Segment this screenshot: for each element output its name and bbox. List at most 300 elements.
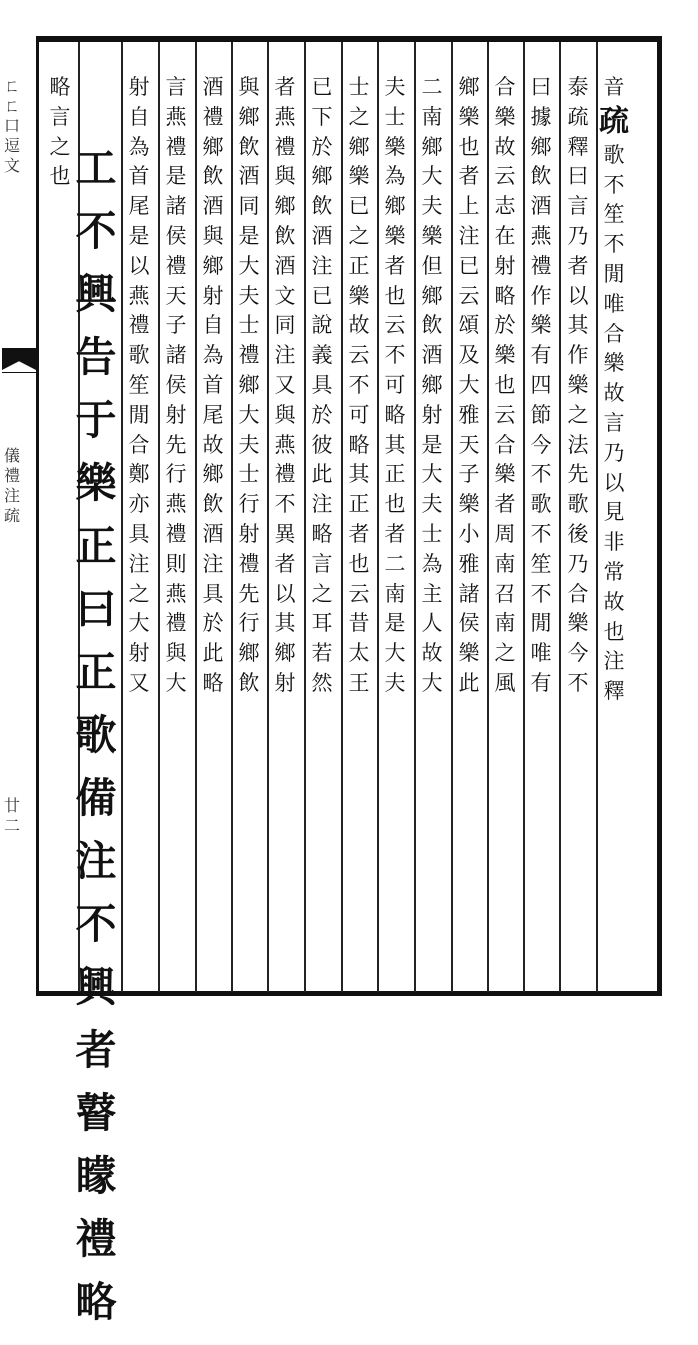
column-rule: [341, 42, 343, 992]
character: 者: [494, 492, 516, 517]
character: 射: [274, 670, 296, 695]
character: 正: [384, 462, 406, 487]
character: 射: [165, 402, 187, 427]
main-text-column: [73, 144, 119, 1345]
character: 不: [384, 343, 406, 368]
character: 略: [49, 75, 71, 99]
character: 以: [128, 253, 150, 278]
character: 燕: [274, 432, 296, 457]
character: 行: [238, 611, 260, 636]
character: 禮: [165, 521, 187, 546]
character: 不: [603, 172, 625, 197]
character: 夫: [421, 194, 443, 219]
character: 二: [384, 551, 406, 576]
character: 南: [494, 611, 516, 636]
character: 言: [165, 75, 187, 99]
commentary-column: [526, 77, 556, 703]
character: 此: [458, 670, 480, 695]
commentary-column: [198, 77, 228, 703]
character: 飲: [530, 164, 552, 189]
character: 此: [311, 462, 333, 487]
character: 小: [458, 521, 480, 546]
character: 故: [603, 381, 625, 406]
character: 故: [494, 134, 516, 159]
character: 也: [348, 551, 370, 576]
character: 樂: [75, 459, 117, 507]
character: 故: [421, 641, 443, 666]
character: 是: [238, 223, 260, 248]
character: 召: [494, 581, 516, 606]
character: 鄉: [202, 462, 224, 487]
character: 燕: [165, 104, 187, 129]
character: 夫: [384, 670, 406, 695]
character: 及: [458, 343, 480, 368]
character: 酒: [311, 223, 333, 248]
character: 具: [128, 521, 150, 546]
character: 禮: [274, 462, 296, 487]
character: 樂: [421, 223, 443, 248]
character: 行: [238, 492, 260, 517]
character: 鄉: [384, 194, 406, 219]
character: 南: [421, 104, 443, 129]
character: 酒: [530, 194, 552, 219]
character: 士: [238, 462, 260, 487]
character: 鄉: [274, 194, 296, 219]
character: 者: [274, 75, 296, 99]
margin-character: 儀: [4, 446, 21, 465]
character: 射: [494, 253, 516, 278]
character: 射: [202, 283, 224, 308]
character: 其: [384, 432, 406, 457]
character: 雅: [458, 551, 480, 576]
character: 略: [494, 283, 516, 308]
character: 笙: [603, 202, 625, 227]
character: 昔: [348, 611, 370, 636]
character: 鄉: [238, 641, 260, 666]
character: 射: [128, 641, 150, 666]
character: 於: [311, 134, 333, 159]
character: 雅: [458, 402, 480, 427]
character: 節: [530, 402, 552, 427]
character: 鄉: [421, 372, 443, 397]
column-rule: [451, 42, 453, 992]
character: 具: [202, 581, 224, 606]
character: 尾: [128, 194, 150, 219]
character: 人: [421, 611, 443, 636]
character: 見: [603, 500, 625, 525]
character: 燕: [128, 283, 150, 308]
character: 諸: [165, 194, 187, 219]
character: 首: [202, 372, 224, 397]
column-rule: [487, 42, 489, 992]
character: 已: [311, 283, 333, 308]
character: 乃: [567, 223, 589, 248]
character: 先: [165, 432, 187, 457]
character: 言: [567, 194, 589, 219]
character: 據: [530, 104, 552, 129]
character: 音: [603, 75, 625, 99]
character: 以: [603, 470, 625, 495]
character: 禮: [238, 551, 260, 576]
character: 義: [311, 343, 333, 368]
character: 故: [348, 313, 370, 338]
character: 大: [458, 372, 480, 397]
character: 先: [567, 462, 589, 487]
character: 興: [75, 270, 117, 318]
character: 曰: [75, 585, 117, 633]
character: 鄉: [238, 104, 260, 129]
page-margin: [0, 36, 36, 996]
character: 之: [348, 223, 370, 248]
character: 今: [530, 432, 552, 457]
character: 不: [530, 521, 552, 546]
character: 後: [567, 521, 589, 546]
character: 士: [384, 104, 406, 129]
character: 天: [458, 432, 480, 457]
commentary-column: [45, 77, 75, 196]
column-rule: [231, 42, 233, 992]
character: 已: [348, 194, 370, 219]
character: 樂: [567, 372, 589, 397]
character: 鄉: [458, 75, 480, 99]
character: 略: [75, 1278, 117, 1326]
character: 南: [384, 581, 406, 606]
character: 樂: [458, 641, 480, 666]
character: 志: [494, 194, 516, 219]
character: 下: [311, 104, 333, 129]
character: 酒: [202, 521, 224, 546]
character: 注: [274, 343, 296, 368]
character: 已: [458, 253, 480, 278]
character: 夫: [238, 283, 260, 308]
character: 以: [274, 581, 296, 606]
character: 自: [128, 104, 150, 129]
character: 其: [274, 611, 296, 636]
character: 不: [75, 207, 117, 255]
character: 注: [311, 253, 333, 278]
character: 禮: [165, 253, 187, 278]
column-rule: [158, 42, 160, 992]
commentary-column: [599, 77, 629, 711]
character: 燕: [165, 492, 187, 517]
character: 歌: [567, 492, 589, 517]
character: 夫: [421, 492, 443, 517]
character: 子: [458, 462, 480, 487]
character: 禮: [128, 313, 150, 338]
character: 合: [567, 581, 589, 606]
character: 具: [311, 372, 333, 397]
character: 與: [165, 641, 187, 666]
character: 飲: [238, 670, 260, 695]
character: 鄉: [311, 164, 333, 189]
character: 大: [165, 670, 187, 695]
character: 大: [128, 611, 150, 636]
commentary-column: [161, 77, 191, 703]
character: 合: [603, 321, 625, 346]
character: 文: [274, 283, 296, 308]
column-rule: [377, 42, 379, 992]
character: 射: [238, 521, 260, 546]
column-rule: [304, 42, 306, 992]
character: 太: [348, 641, 370, 666]
commentary-column: [270, 77, 300, 703]
character: 樂: [603, 351, 625, 376]
character: 以: [567, 283, 589, 308]
character: 之: [49, 134, 71, 159]
margin-character: 文: [4, 156, 21, 175]
character: 於: [311, 402, 333, 427]
character: 興: [75, 963, 117, 1011]
character: 言: [311, 551, 333, 576]
character: 唯: [530, 641, 552, 666]
character: 燕: [165, 581, 187, 606]
character: 酒: [202, 75, 224, 99]
character: 之: [128, 581, 150, 606]
character: 禮: [165, 134, 187, 159]
character: 略: [311, 521, 333, 546]
character: 禮: [238, 343, 260, 368]
character: 其: [348, 462, 370, 487]
character: 不: [567, 670, 589, 695]
character: 歌: [530, 492, 552, 517]
character: 故: [202, 432, 224, 457]
character: 曰: [567, 164, 589, 189]
character: 禮: [274, 134, 296, 159]
character: 有: [530, 670, 552, 695]
character: 周: [494, 521, 516, 546]
character: 是: [384, 611, 406, 636]
character: 大: [421, 164, 443, 189]
character: 與: [202, 223, 224, 248]
character: 先: [238, 581, 260, 606]
character: 略: [202, 670, 224, 695]
character: 說: [311, 313, 333, 338]
character: 大: [421, 670, 443, 695]
character: 於: [202, 611, 224, 636]
character: 侯: [165, 372, 187, 397]
page-number: [4, 796, 20, 836]
character: 正: [348, 492, 370, 517]
character: 鄉: [421, 283, 443, 308]
character: 侯: [165, 223, 187, 248]
character: 諸: [165, 343, 187, 368]
character: 釋: [567, 134, 589, 159]
character: 合: [494, 75, 516, 99]
character: 是: [128, 223, 150, 248]
character: 言: [603, 410, 625, 435]
character: 飲: [311, 194, 333, 219]
character: 云: [348, 581, 370, 606]
character: 此: [202, 641, 224, 666]
character: 法: [567, 432, 589, 457]
character: 歌: [75, 711, 117, 759]
character: 樂: [458, 492, 480, 517]
character: 然: [311, 670, 333, 695]
character: 云: [458, 283, 480, 308]
character: 之: [494, 641, 516, 666]
character: 乃: [603, 440, 625, 465]
fishtail-rule: [2, 372, 36, 381]
character: 合: [494, 432, 516, 457]
character: 酒: [421, 343, 443, 368]
character: 已: [311, 75, 333, 99]
margin-character: 疏: [4, 506, 21, 525]
commentary-column: [454, 77, 484, 703]
character: 樂: [348, 164, 370, 189]
character: 曰: [530, 75, 552, 99]
character: 笙: [128, 372, 150, 397]
character: 異: [274, 521, 296, 546]
character: 同: [238, 194, 260, 219]
character: 樂: [494, 104, 516, 129]
character: 歌: [128, 343, 150, 368]
character: 鄉: [421, 134, 443, 159]
character: 者: [384, 253, 406, 278]
character: 正: [75, 648, 117, 696]
character: 笙: [530, 551, 552, 576]
character: 矇: [75, 1152, 117, 1200]
character: 瞽: [75, 1089, 117, 1137]
margin-character: 禮: [4, 466, 21, 485]
character: 云: [348, 343, 370, 368]
character: 二: [421, 75, 443, 99]
margin-character: 二: [4, 816, 21, 835]
character: 是: [421, 432, 443, 457]
character: 者: [567, 253, 589, 278]
character: 不: [348, 372, 370, 397]
character: 大: [238, 402, 260, 427]
character: 彼: [311, 432, 333, 457]
character: 之: [348, 104, 370, 129]
character: 若: [311, 641, 333, 666]
character: 天: [165, 283, 187, 308]
character: 樂: [530, 313, 552, 338]
margin-character: 口: [4, 116, 21, 135]
character: 南: [494, 551, 516, 576]
character: 不: [75, 900, 117, 948]
character: 士: [238, 313, 260, 338]
commentary-column: [490, 77, 520, 703]
character: 也: [603, 619, 625, 644]
margin-character: 廿: [4, 796, 21, 815]
character: 者: [384, 521, 406, 546]
character: 正: [348, 253, 370, 278]
character: 四: [530, 372, 552, 397]
character: 禮: [202, 104, 224, 129]
book-title: [4, 446, 20, 526]
character: 禮: [530, 253, 552, 278]
character: 侯: [458, 611, 480, 636]
character: 鄉: [530, 134, 552, 159]
margin-character: ㄈ: [4, 96, 21, 115]
commentary-column: [380, 77, 410, 703]
character: 閒: [530, 611, 552, 636]
character: 注: [603, 649, 625, 674]
character: 不: [530, 581, 552, 606]
character: 作: [567, 343, 589, 368]
character: 射: [421, 402, 443, 427]
character: 故: [603, 589, 625, 614]
character: 王: [348, 670, 370, 695]
character: 為: [421, 551, 443, 576]
character: 鄉: [348, 134, 370, 159]
character: 尾: [202, 402, 224, 427]
character: 作: [530, 283, 552, 308]
character: 鄉: [202, 253, 224, 278]
character: 燕: [274, 104, 296, 129]
character: 首: [128, 164, 150, 189]
character: 同: [274, 313, 296, 338]
character: 耳: [311, 611, 333, 636]
character: 禮: [75, 1215, 117, 1263]
character: 風: [494, 670, 516, 695]
fishtail-mark-icon: [2, 348, 36, 370]
character: 注: [75, 837, 117, 885]
character: 者: [274, 551, 296, 576]
character: 閒: [603, 261, 625, 286]
character: 鄉: [274, 641, 296, 666]
character: 不: [603, 232, 625, 257]
character: 正: [75, 522, 117, 570]
character: 但: [421, 253, 443, 278]
character: 又: [128, 670, 150, 695]
character: 自: [202, 313, 224, 338]
character: 疏: [599, 103, 629, 139]
character: 之: [311, 581, 333, 606]
column-rule: [121, 42, 123, 992]
character: 士: [348, 75, 370, 99]
character: 樂: [567, 611, 589, 636]
character: 與: [238, 75, 260, 99]
character: 不: [530, 462, 552, 487]
character: 鄉: [238, 372, 260, 397]
character: 樂: [494, 462, 516, 487]
character: 樂: [384, 134, 406, 159]
column-rule: [596, 42, 598, 992]
commentary-column: [344, 77, 374, 703]
character: 樂: [348, 283, 370, 308]
character: 子: [165, 313, 187, 338]
margin-header-text: [4, 76, 20, 176]
character: 疏: [567, 104, 589, 129]
character: 士: [421, 521, 443, 546]
character: 飲: [421, 313, 443, 338]
character: 可: [348, 402, 370, 427]
character: 工: [75, 144, 117, 192]
character: 常: [603, 559, 625, 584]
character: 酒: [238, 164, 260, 189]
character: 也: [384, 492, 406, 517]
column-rule: [523, 42, 525, 992]
character: 注: [202, 551, 224, 576]
character: 為: [384, 164, 406, 189]
commentary-column: [124, 77, 154, 703]
character: 云: [494, 402, 516, 427]
character: 注: [128, 551, 150, 576]
character: 鄉: [202, 134, 224, 159]
character: 在: [494, 223, 516, 248]
character: 不: [274, 492, 296, 517]
character: 略: [348, 432, 370, 457]
character: 則: [165, 551, 187, 576]
character: 其: [567, 313, 589, 338]
character: 也: [384, 283, 406, 308]
character: 也: [49, 164, 71, 189]
character: 者: [348, 521, 370, 546]
character: 射: [128, 75, 150, 99]
character: 行: [165, 462, 187, 487]
character: 歌: [603, 142, 625, 167]
